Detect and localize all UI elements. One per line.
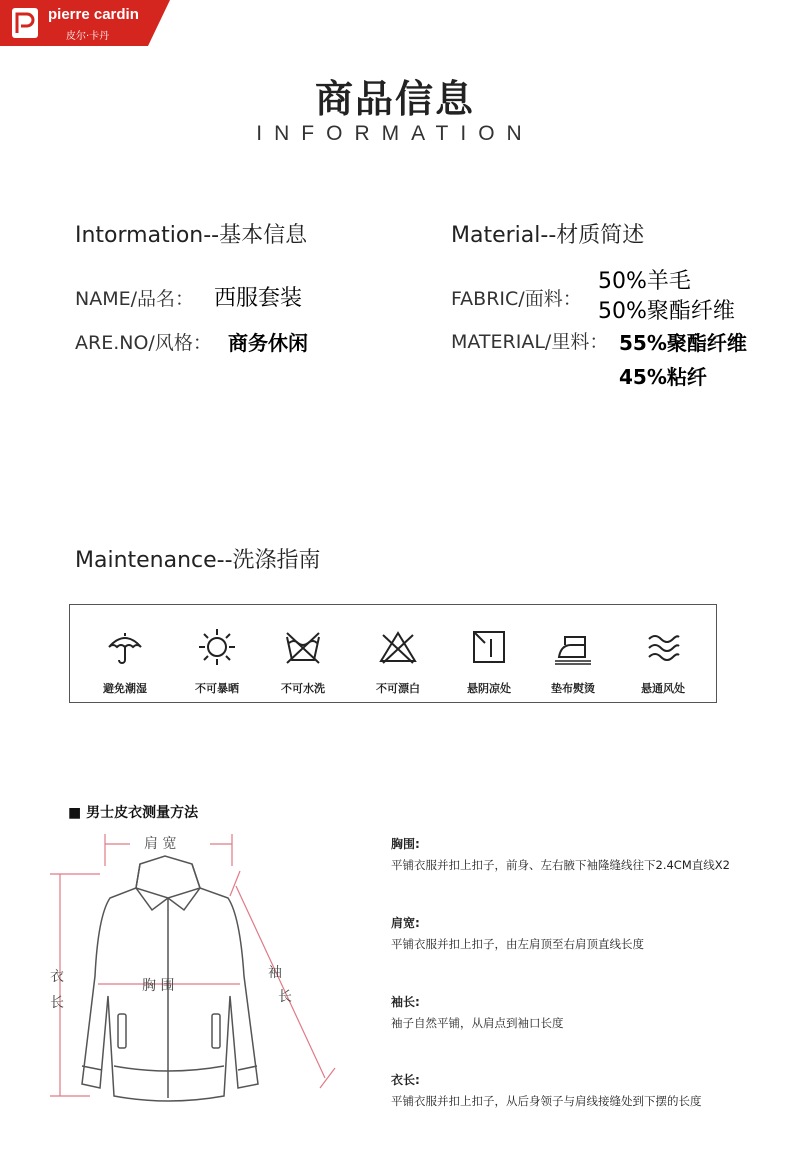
care-label: 不可暴晒 — [195, 682, 239, 695]
name-label: NAME/品名： — [75, 288, 195, 310]
chest-heading: 胸围: — [391, 837, 420, 851]
lining-value-2: 45%粘纤 — [619, 365, 707, 389]
sun-icon — [197, 627, 237, 667]
fabric-value-1: 50%羊毛 — [598, 269, 691, 294]
hang-dry-shade-icon — [469, 627, 509, 667]
sleeve-label-1: 袖 — [268, 965, 282, 981]
care-label: 悬阴凉处 — [467, 682, 511, 695]
page-subtitle: INFORMATION — [256, 122, 534, 145]
style-value: 商务休闲 — [228, 331, 308, 355]
no-bleach-icon — [378, 627, 418, 667]
chest-description: 平铺衣服并扣上扣子，前身、左右腋下袖隆缝线往下2.4CM直线X2 — [391, 858, 730, 872]
no-wash-icon — [283, 627, 323, 667]
care-item — [353, 605, 443, 702]
care-label: 不可漂白 — [376, 682, 420, 695]
fabric-label: FABRIC/面料： — [451, 288, 582, 310]
care-item — [528, 605, 618, 702]
care-instructions-panel — [69, 604, 717, 703]
style-label: ARE.NO/风格： — [75, 332, 212, 354]
material-heading: Material--材质简述 — [451, 223, 645, 248]
sleeve-heading: 袖长: — [391, 995, 420, 1009]
care-item — [80, 605, 170, 702]
care-label: 悬通风处 — [641, 682, 685, 695]
care-item — [258, 605, 348, 702]
shoulder-heading: 肩宽: — [391, 916, 420, 930]
measurement-title: ■ 男士皮衣测量方法 — [68, 805, 199, 821]
brand-subtitle: 皮尔·卡丹 — [66, 31, 110, 42]
care-label: 避免潮湿 — [103, 682, 147, 695]
fabric-value-2: 50%聚酯纤维 — [598, 299, 735, 324]
care-label: 不可水洗 — [281, 682, 325, 695]
care-item — [618, 605, 708, 702]
length-label-1: 衣 — [50, 969, 64, 985]
brand-name: pierre cardin — [48, 6, 139, 23]
care-label: 垫布熨烫 — [551, 682, 595, 695]
lining-value-1: 55%聚酯纤维 — [619, 331, 747, 355]
jacket-measurement-diagram — [40, 826, 340, 1126]
page-title: 商品信息 — [314, 77, 475, 121]
length-label-2: 长 — [50, 995, 64, 1011]
ventilate-icon — [643, 627, 683, 667]
care-item — [444, 605, 534, 702]
length-heading: 衣长: — [391, 1073, 420, 1087]
iron-with-cloth-icon — [553, 627, 593, 667]
sleeve-label-2: 长 — [278, 989, 292, 1005]
chest-label: 胸 围 — [142, 978, 175, 994]
maintenance-heading: Maintenance--洗涤指南 — [75, 548, 321, 573]
length-description: 平铺衣服并扣上扣子，从后身领子与肩线接缝处到下摆的长度 — [391, 1094, 702, 1108]
lining-label: MATERIAL/里料： — [451, 331, 609, 353]
information-heading: Intormation--基本信息 — [75, 223, 308, 248]
name-value: 西服套装 — [214, 286, 303, 311]
shoulder-width-label: 肩 宽 — [144, 836, 177, 852]
sleeve-description: 袖子自然平铺，从肩点到袖口长度 — [391, 1016, 564, 1030]
shoulder-description: 平铺衣服并扣上扣子，由左肩顶至右肩顶直线长度 — [391, 937, 644, 951]
care-item — [172, 605, 262, 702]
umbrella-icon — [105, 627, 145, 667]
